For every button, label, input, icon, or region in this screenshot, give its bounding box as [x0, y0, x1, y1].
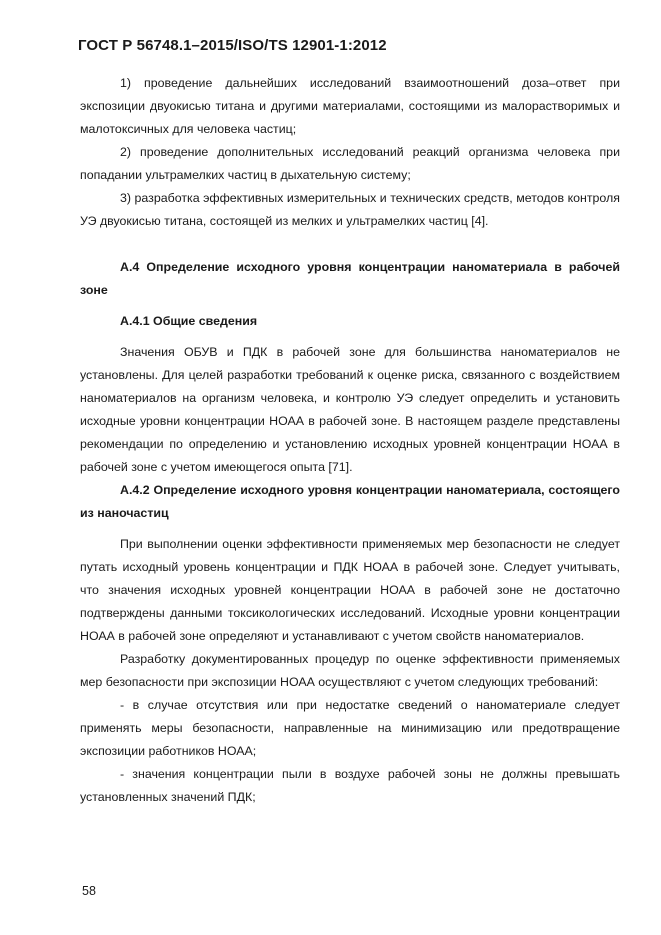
section-heading-a41: А.4.1 Общие сведения [120, 314, 258, 328]
paragraph: При выполнении оценки эффективности применяемых мер безопасности не следует путать исходный уровень концентрации и ПДК НОАА в рабочей зоне. Следует учитывать, что значения исходных уровней концентрации НОАА в рабочей зоне не достаточно подтверждены данными токсикологических исследований. Исходные уровни концентрации НОАА в рабочей зоне определяют и устанавливают с учетом свойств наноматериалов. [80, 537, 620, 643]
list-item: - значения концентрации пыли в воздухе рабочей зоны не должны превышать установленных значений ПДК; [80, 767, 620, 804]
section-heading-a42: А.4.2 Определение исходного уровня концентрации наноматериала, состоящего из наночастиц [80, 483, 620, 520]
document-body [80, 72, 620, 809]
document-header: ГОСТ Р 56748.1–2015/ISO/TS 12901-1:2012 [78, 37, 387, 54]
paragraph: Разработку документированных процедур по оценке эффективности применяемых мер безопасности при экспозиции НОАА осуществляют с учетом следующих требований: [80, 652, 620, 689]
section-heading-a4: А.4 Определение исходного уровня концентрации наноматериала в рабочей зоне [80, 260, 620, 297]
page-number: 58 [82, 884, 96, 898]
paragraph: 1) проведение дальнейших исследований взаимоотношений доза–ответ при экспозиции двуокисью титана и другими материалами, состоящими из малорастворимых и малотоксичных для человека частиц; [80, 76, 620, 136]
paragraph: 3) разработка эффективных измерительных и технических средств, методов контроля УЭ двуокисью титана, состоящей из мелких и ультрамелких частиц [4]. [80, 191, 620, 228]
paragraph: 2) проведение дополнительных исследований реакций организма человека при попадании ультрамелких частиц в дыхательную систему; [80, 145, 620, 182]
paragraph: Значения ОБУВ и ПДК в рабочей зоне для большинства наноматериалов не установлены. Для целей разработки требований к оценке риска, связанного с воздействием наноматериалов на организм человека, и контролю УЭ следует определить и установить исходные уровни концентрации НОАА в рабочей зоне. В настоящем разделе представлены рекомендации по определению и установлению исходных уровней концентрации НОАА в рабочей зоне с учетом имеющегося опыта [71]. [80, 345, 620, 474]
list-item: - в случае отсутствия или при недостатке сведений о наноматериале следует применять меры безопасности, направленные на минимизацию или предотвращение экспозиции работников НОАА; [80, 698, 620, 758]
